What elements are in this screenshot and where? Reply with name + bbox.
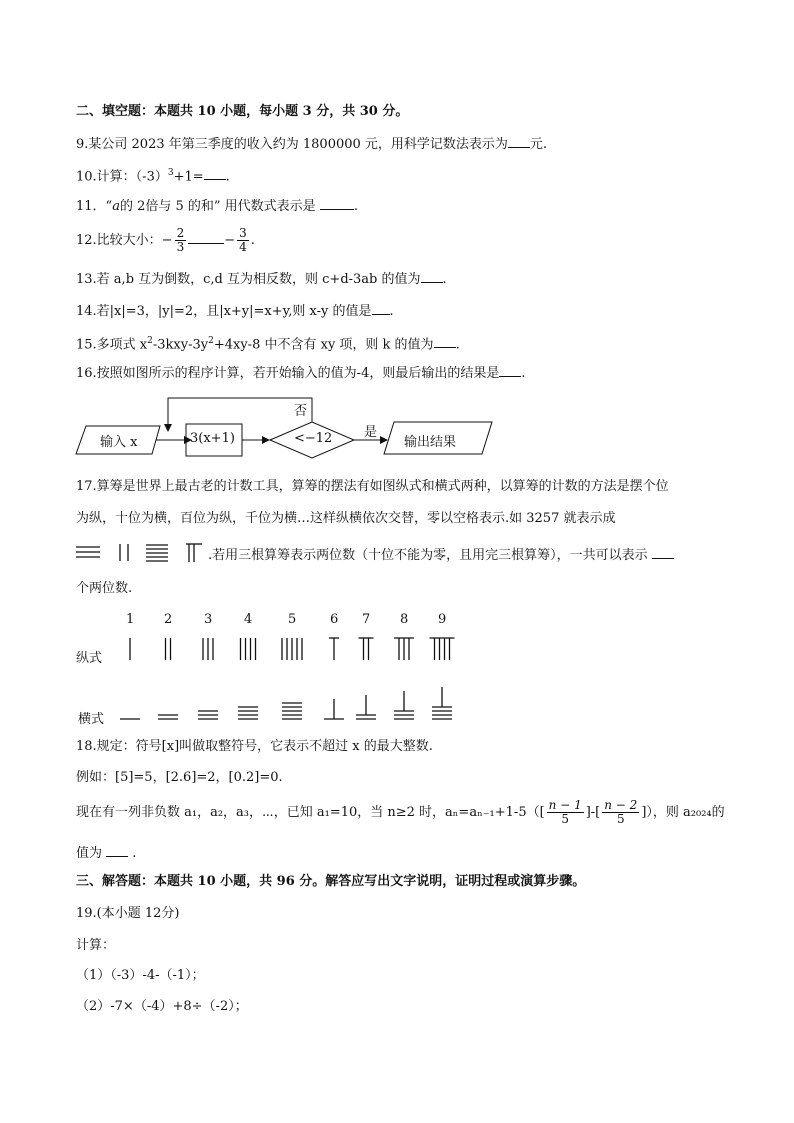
q16-text: 16.按照如图所示的程序计算，若开始输入的值为-4，则最后输出的结果是: [76, 366, 500, 381]
q12-minus: −: [224, 233, 236, 248]
question-17-line4: 个两位数.: [76, 581, 133, 596]
q13-text: 13.若 a,b 互为倒数，c,d 互为相反数，则 c+d-3ab 的值为: [76, 272, 421, 287]
question-19-heading: 19.(本小题 12分): [76, 906, 180, 921]
vertical-label: 纵式: [76, 651, 103, 666]
q13-end: .: [442, 272, 447, 287]
fraction-n-1-over-5: $\frac{n - 1}{5}$: [548, 798, 582, 826]
question-18-line1: 18.规定：符号[x]叫做取整符号，它表示不超过 x 的最大整数.: [76, 739, 433, 754]
q9-end: 元.: [529, 137, 548, 152]
question-19-part2: （2）-7×（-4）+8÷（-2）；: [76, 999, 248, 1014]
question-18-line3: 现在有一列非负数 a₁，a₂，a₃，⋯，已知 a₁=10，当 n≥2 时，aₙ=aₙ₋₁+1-5（[ $\frac{n - 1}{5}$ ]-[ $\frac{n - 2}{5}$ ]），则 a₂₀₂₄的: [76, 798, 725, 826]
flow-output-label: 输出结果: [404, 435, 457, 450]
flow-input-label: 输入 x: [100, 435, 138, 450]
question-17-line3: .若用三根算筹表示两位数（十位不能为零，且用完三根算筹），一共可以表示: [208, 545, 674, 565]
q11-mid: 的 2倍与 5 的和” 用代数式表示是: [119, 199, 316, 214]
fraction-2-3: $\frac{2}{3}$: [176, 226, 185, 254]
question-17-line1: 17.算筹是世界上最古老的计数工具，算筹的摆法有如图纵式和横式两种，以算筹的计数的方法是摆个位: [76, 479, 669, 494]
rod-number-6: 6: [330, 612, 339, 627]
q16-end: .: [521, 366, 526, 381]
question-19-calc: 计算：: [76, 938, 116, 953]
q10-suffix: +1=: [173, 169, 204, 185]
rod-number-5: 5: [288, 612, 297, 627]
rod-number-3: 3: [204, 612, 213, 627]
question-19-part1: （1）（-3）-4-（-1）；: [76, 968, 205, 983]
q11-end: .: [353, 199, 358, 214]
fraction-n-2-over-5: $\frac{n - 2}{5}$: [604, 798, 638, 826]
question-15: 15.多项式 $x^2-3kxy-3y^2+4xy-8$ 中不含有 xy 项，则 k 的值为 .: [76, 336, 460, 353]
q14-text: 14.若|x|=3，|y|=2，且|x+y|=x+y,则 x-y 的值是: [76, 304, 372, 319]
q12-prefix: 12.比较大小：−: [76, 233, 173, 248]
rod-number-2: 2: [164, 612, 173, 627]
question-18-line4: 值为 .: [76, 843, 136, 863]
rod-number-1: 1: [126, 612, 135, 627]
answer-blank: [106, 843, 128, 857]
q12-end: .: [250, 233, 255, 248]
section-2-title: 二、填空题：本题共 10 小题，每小题 3 分，共 30 分。: [76, 104, 409, 119]
flow-yes-label: 是: [364, 425, 378, 440]
horizontal-label: 横式: [78, 712, 105, 727]
flow-op-label: 3(x+1): [190, 431, 235, 446]
q11-var: a: [112, 199, 120, 214]
question-17-line2: 为纵，十位为横，百位为纵，千位为横…这样纵横依次交替，零以空格表示.如 3257 就表示成: [76, 511, 616, 526]
flow-cond-label: <−12: [294, 431, 333, 446]
q14-end: .: [389, 304, 394, 319]
rod-number-7: 7: [362, 612, 371, 627]
rod-number-9: 9: [438, 612, 447, 627]
q11-prefix: 11．“: [76, 199, 113, 214]
q10-exponent: 3: [167, 168, 174, 178]
flow-no-label: 否: [294, 404, 308, 419]
question-18-line2: 例如：[5]=5，[2.6]=2，[0.2]=0.: [76, 770, 283, 785]
fraction-3-4: $\frac{3}{4}$: [239, 226, 247, 254]
section-3-title: 三、解答题：本题共 10 小题，共 96 分。解答应写出文字说明，证明过程或演算步骤。: [76, 874, 586, 889]
rod-number-8: 8: [400, 612, 409, 627]
rod-number-4: 4: [244, 612, 253, 627]
q9-text: 9.某公司 2023 年第三季度的收入约为 1800000 元，用科学记数法表示为: [76, 137, 508, 152]
q10-end: .: [225, 169, 230, 185]
q10-prefix: 10.计算：（-3）: [76, 169, 168, 185]
